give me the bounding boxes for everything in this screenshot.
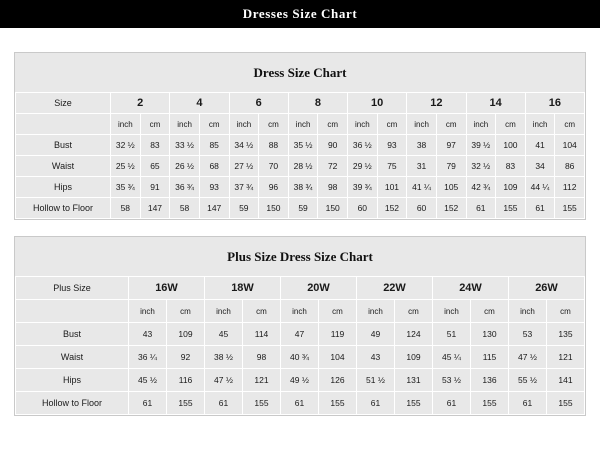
measurement-value-cell: 61 — [509, 392, 547, 415]
measurement-value-cell: 51 ½ — [357, 369, 395, 392]
unit-cell: inch — [281, 300, 319, 323]
measurement-value-cell: 124 — [395, 323, 433, 346]
measurement-value-cell: 91 — [140, 177, 170, 198]
measurement-value-cell: 155 — [547, 392, 585, 415]
table-row — [16, 346, 585, 369]
measurement-value-cell: 47 — [281, 323, 319, 346]
measurement-value-cell: 126 — [319, 369, 357, 392]
measurement-value-cell: 141 — [547, 369, 585, 392]
size-header-row — [16, 93, 585, 114]
table-row — [16, 198, 585, 219]
measurement-value-cell: 43 — [129, 323, 167, 346]
measurement-value-cell: 70 — [259, 156, 289, 177]
dress-size-table — [15, 92, 585, 219]
unit-cell: inch — [129, 300, 167, 323]
measurement-value-cell: 43 — [357, 346, 395, 369]
unit-row-spacer — [16, 114, 111, 135]
measurement-value-cell: 72 — [318, 156, 348, 177]
measurement-value-cell: 25 ½ — [111, 156, 141, 177]
unit-cell: inch — [348, 114, 378, 135]
size-value-cell: 4 — [170, 93, 229, 114]
measurement-label-cell: Bust — [16, 323, 129, 346]
measurement-value-cell: 39 ¾ — [348, 177, 378, 198]
unit-cell: cm — [319, 300, 357, 323]
measurement-value-cell: 100 — [496, 135, 526, 156]
unit-cell: cm — [199, 114, 229, 135]
measurement-value-cell: 150 — [259, 198, 289, 219]
size-label-cell: Size — [16, 93, 111, 114]
size-value-cell: 22W — [357, 277, 433, 300]
measurement-value-cell: 41 — [525, 135, 555, 156]
unit-cell: inch — [466, 114, 496, 135]
unit-cell: cm — [140, 114, 170, 135]
measurement-value-cell: 37 ¾ — [229, 177, 259, 198]
measurement-value-cell: 35 ¾ — [111, 177, 141, 198]
measurement-value-cell: 85 — [199, 135, 229, 156]
table-row — [16, 177, 585, 198]
measurement-label-cell: Bust — [16, 135, 111, 156]
measurement-value-cell: 60 — [407, 198, 437, 219]
measurement-value-cell: 53 — [509, 323, 547, 346]
measurement-label-cell: Hollow to Floor — [16, 198, 111, 219]
page-title: Dresses Size Chart — [242, 6, 358, 21]
plus-size-chart-block — [14, 236, 586, 416]
measurement-value-cell: 42 ¾ — [466, 177, 496, 198]
measurement-value-cell: 83 — [496, 156, 526, 177]
plus-size-table — [15, 276, 585, 415]
unit-cell: inch — [111, 114, 141, 135]
size-value-cell: 6 — [229, 93, 288, 114]
measurement-value-cell: 38 — [407, 135, 437, 156]
measurement-value-cell: 61 — [433, 392, 471, 415]
measurement-value-cell: 105 — [436, 177, 466, 198]
measurement-value-cell: 98 — [318, 177, 348, 198]
measurement-value-cell: 34 — [525, 156, 555, 177]
size-value-cell: 16 — [525, 93, 584, 114]
measurement-value-cell: 121 — [243, 369, 281, 392]
table-row — [16, 392, 585, 415]
unit-cell: cm — [436, 114, 466, 135]
measurement-value-cell: 65 — [140, 156, 170, 177]
measurement-value-cell: 155 — [395, 392, 433, 415]
measurement-value-cell: 152 — [377, 198, 407, 219]
measurement-label-cell: Hollow to Floor — [16, 392, 129, 415]
measurement-value-cell: 92 — [167, 346, 205, 369]
unit-cell: cm — [377, 114, 407, 135]
measurement-value-cell: 61 — [357, 392, 395, 415]
size-value-cell: 24W — [433, 277, 509, 300]
dress-size-chart-block — [14, 52, 586, 220]
measurement-value-cell: 32 ½ — [111, 135, 141, 156]
measurement-value-cell: 61 — [525, 198, 555, 219]
measurement-value-cell: 147 — [199, 198, 229, 219]
measurement-value-cell: 60 — [348, 198, 378, 219]
measurement-value-cell: 59 — [229, 198, 259, 219]
measurement-value-cell: 130 — [471, 323, 509, 346]
measurement-value-cell: 61 — [466, 198, 496, 219]
size-header-row — [16, 277, 585, 300]
unit-cell: cm — [471, 300, 509, 323]
unit-cell: cm — [547, 300, 585, 323]
unit-cell: cm — [395, 300, 433, 323]
measurement-value-cell: 119 — [319, 323, 357, 346]
measurement-value-cell: 58 — [170, 198, 200, 219]
plus-size-table-body — [16, 277, 585, 415]
measurement-value-cell: 41 ¼ — [407, 177, 437, 198]
unit-cell: inch — [357, 300, 395, 323]
size-value-cell: 26W — [509, 277, 585, 300]
measurement-label-cell: Hips — [16, 177, 111, 198]
measurement-value-cell: 136 — [471, 369, 509, 392]
unit-cell: inch — [229, 114, 259, 135]
measurement-value-cell: 33 ½ — [170, 135, 200, 156]
unit-cell: cm — [259, 114, 289, 135]
measurement-value-cell: 35 ½ — [288, 135, 318, 156]
plus-size-chart-title: Plus Size Dress Size Chart — [227, 249, 373, 264]
measurement-value-cell: 49 — [357, 323, 395, 346]
measurement-value-cell: 155 — [471, 392, 509, 415]
unit-cell: inch — [407, 114, 437, 135]
measurement-value-cell: 39 ½ — [466, 135, 496, 156]
measurement-value-cell: 36 ¾ — [170, 177, 200, 198]
measurement-value-cell: 155 — [496, 198, 526, 219]
measurement-value-cell: 61 — [129, 392, 167, 415]
table-row — [16, 135, 585, 156]
measurement-value-cell: 38 ¾ — [288, 177, 318, 198]
measurement-value-cell: 86 — [555, 156, 585, 177]
measurement-value-cell: 34 ½ — [229, 135, 259, 156]
measurement-value-cell: 135 — [547, 323, 585, 346]
measurement-value-cell: 93 — [199, 177, 229, 198]
measurement-value-cell: 101 — [377, 177, 407, 198]
size-value-cell: 8 — [288, 93, 347, 114]
unit-header-row — [16, 114, 585, 135]
unit-cell: inch — [525, 114, 555, 135]
measurement-value-cell: 104 — [319, 346, 357, 369]
size-value-cell: 12 — [407, 93, 466, 114]
measurement-value-cell: 53 ½ — [433, 369, 471, 392]
measurement-value-cell: 112 — [555, 177, 585, 198]
size-value-cell: 14 — [466, 93, 525, 114]
measurement-label-cell: Waist — [16, 346, 129, 369]
measurement-value-cell: 47 ½ — [509, 346, 547, 369]
unit-cell: cm — [243, 300, 281, 323]
unit-cell: inch — [509, 300, 547, 323]
size-value-cell: 16W — [129, 277, 205, 300]
table-row — [16, 369, 585, 392]
measurement-value-cell: 26 ½ — [170, 156, 200, 177]
table-row — [16, 323, 585, 346]
unit-cell: inch — [288, 114, 318, 135]
measurement-value-cell: 155 — [243, 392, 281, 415]
measurement-value-cell: 61 — [205, 392, 243, 415]
measurement-value-cell: 36 ½ — [348, 135, 378, 156]
measurement-value-cell: 90 — [318, 135, 348, 156]
measurement-value-cell: 121 — [547, 346, 585, 369]
measurement-value-cell: 40 ¾ — [281, 346, 319, 369]
unit-cell: cm — [167, 300, 205, 323]
measurement-value-cell: 28 ½ — [288, 156, 318, 177]
size-label-cell: Plus Size — [16, 277, 129, 300]
measurement-value-cell: 93 — [377, 135, 407, 156]
measurement-value-cell: 55 ½ — [509, 369, 547, 392]
measurement-value-cell: 115 — [471, 346, 509, 369]
size-value-cell: 10 — [348, 93, 407, 114]
measurement-value-cell: 49 ½ — [281, 369, 319, 392]
measurement-label-cell: Hips — [16, 369, 129, 392]
measurement-label-cell: Waist — [16, 156, 111, 177]
unit-header-row — [16, 300, 585, 323]
measurement-value-cell: 147 — [140, 198, 170, 219]
measurement-value-cell: 45 ½ — [129, 369, 167, 392]
unit-cell: inch — [205, 300, 243, 323]
measurement-value-cell: 31 — [407, 156, 437, 177]
measurement-value-cell: 155 — [555, 198, 585, 219]
measurement-value-cell: 61 — [281, 392, 319, 415]
measurement-value-cell: 36 ¼ — [129, 346, 167, 369]
unit-cell: inch — [433, 300, 471, 323]
measurement-value-cell: 131 — [395, 369, 433, 392]
unit-cell: inch — [170, 114, 200, 135]
unit-row-spacer — [16, 300, 129, 323]
measurement-value-cell: 79 — [436, 156, 466, 177]
measurement-value-cell: 152 — [436, 198, 466, 219]
measurement-value-cell: 58 — [111, 198, 141, 219]
measurement-value-cell: 51 — [433, 323, 471, 346]
dress-size-chart-title: Dress Size Chart — [253, 65, 347, 80]
page-header — [0, 0, 600, 28]
unit-cell: cm — [496, 114, 526, 135]
unit-cell: cm — [555, 114, 585, 135]
measurement-value-cell: 155 — [167, 392, 205, 415]
measurement-value-cell: 88 — [259, 135, 289, 156]
measurement-value-cell: 96 — [259, 177, 289, 198]
unit-cell: cm — [318, 114, 348, 135]
measurement-value-cell: 109 — [395, 346, 433, 369]
measurement-value-cell: 104 — [555, 135, 585, 156]
measurement-value-cell: 150 — [318, 198, 348, 219]
measurement-value-cell: 155 — [319, 392, 357, 415]
measurement-value-cell: 44 ¼ — [525, 177, 555, 198]
size-value-cell: 20W — [281, 277, 357, 300]
measurement-value-cell: 116 — [167, 369, 205, 392]
measurement-value-cell: 27 ½ — [229, 156, 259, 177]
measurement-value-cell: 98 — [243, 346, 281, 369]
measurement-value-cell: 114 — [243, 323, 281, 346]
measurement-value-cell: 59 — [288, 198, 318, 219]
table-row — [16, 156, 585, 177]
measurement-value-cell: 45 — [205, 323, 243, 346]
size-value-cell: 2 — [111, 93, 170, 114]
dress-size-table-body — [16, 93, 585, 219]
measurement-value-cell: 68 — [199, 156, 229, 177]
measurement-value-cell: 109 — [167, 323, 205, 346]
size-value-cell: 18W — [205, 277, 281, 300]
measurement-value-cell: 45 ¼ — [433, 346, 471, 369]
measurement-value-cell: 32 ½ — [466, 156, 496, 177]
measurement-value-cell: 75 — [377, 156, 407, 177]
measurement-value-cell: 29 ½ — [348, 156, 378, 177]
measurement-value-cell: 47 ½ — [205, 369, 243, 392]
measurement-value-cell: 83 — [140, 135, 170, 156]
measurement-value-cell: 97 — [436, 135, 466, 156]
measurement-value-cell: 38 ½ — [205, 346, 243, 369]
measurement-value-cell: 109 — [496, 177, 526, 198]
